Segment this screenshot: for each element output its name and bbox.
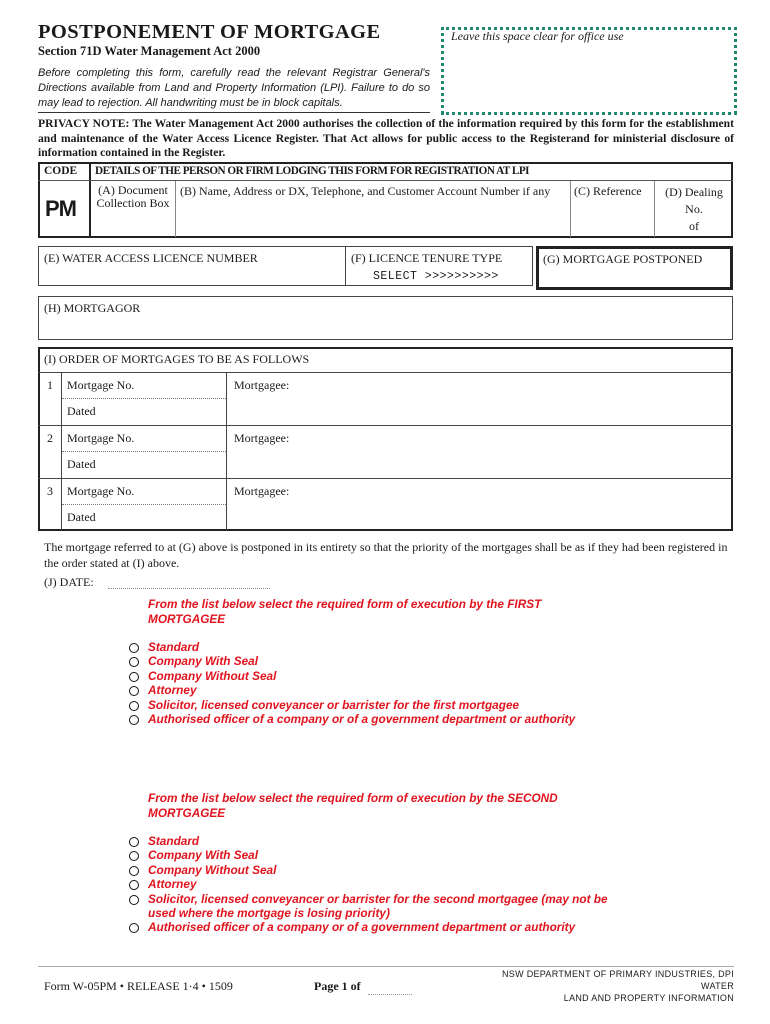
mortgage-no-field[interactable]: Mortgage No. <box>67 378 135 392</box>
second-execution-option[interactable]: Attorney <box>148 877 197 891</box>
mortgagee-field[interactable]: Mortgagee: <box>234 378 290 392</box>
first-execution-option[interactable]: Standard <box>148 640 200 654</box>
first-execution-option[interactable]: Company With Seal <box>148 654 259 668</box>
table-dotted-divider <box>62 451 226 452</box>
page-title: POSTPONEMENT OF MORTGAGE <box>38 21 381 43</box>
department-line-2: LAND AND PROPERTY INFORMATION <box>563 993 734 1003</box>
page-subtitle: Section 71D Water Management Act 2000 <box>38 44 261 58</box>
postponement-statement: The mortgage referred to at (G) above is postponed in its entirety so that the priority of the mortgages shall be as if they had been registered in the order stated at (I) above. <box>44 540 728 570</box>
mortgage-postponed-label <box>543 252 702 267</box>
lodging-heading: DETAILS OF THE PERSON OR FIRM LODGING THIS FORM FOR REGISTRATION AT LPI <box>95 165 530 177</box>
column-divider <box>654 181 655 237</box>
office-use-box-bottom <box>441 112 737 115</box>
table-row-divider <box>38 478 733 479</box>
first-execution-option[interactable]: Solicitor, licensed conveyancer or barrister for the first mortgagee <box>148 698 520 712</box>
table-row-divider <box>38 425 733 426</box>
table-row-number: 2 <box>47 431 53 445</box>
dealing-field[interactable] <box>656 184 732 235</box>
second-execution-option[interactable]: Standard <box>148 834 200 848</box>
radio-button[interactable] <box>129 866 139 876</box>
header-divider <box>38 112 430 113</box>
second-execution-option[interactable]: Company With Seal <box>148 848 259 862</box>
lodging-heading-divider <box>38 180 733 181</box>
mortgagor-field[interactable] <box>38 296 733 340</box>
date-input[interactable] <box>108 588 270 589</box>
radio-button[interactable] <box>129 657 139 667</box>
mortgage-order-heading: (I) ORDER OF MORTGAGES TO BE AS FOLLOWS <box>44 352 310 366</box>
column-divider <box>570 181 571 237</box>
lodger-details-field[interactable]: (B) Name, Address or DX, Telephone, and Customer Account Number if any <box>180 184 551 198</box>
dated-field[interactable]: Dated <box>67 510 96 524</box>
radio-button[interactable] <box>129 672 139 682</box>
table-mortgagee-column-divider <box>226 372 227 530</box>
licence-tenure-label: (F) LICENCE TENURE TYPE <box>351 251 503 265</box>
code-column-divider <box>89 162 91 238</box>
mortgage-no-field[interactable]: Mortgage No. <box>67 484 135 498</box>
form-code-badge: PM <box>45 196 76 221</box>
office-use-note: Leave this space clear for office use <box>451 29 624 43</box>
first-execution-option[interactable]: Attorney <box>148 683 197 697</box>
second-mortgagee-execution-heading: From the list below select the required form of execution by the SECOND MORTGAGEE <box>148 791 558 820</box>
licence-tenure-select[interactable]: SELECT >>>>>>>>>> <box>373 270 499 283</box>
date-label: (J) DATE: <box>44 575 94 589</box>
mortgagee-field[interactable]: Mortgagee: <box>234 431 290 445</box>
dealing-label: (D) Dealing <box>665 185 723 199</box>
first-execution-option[interactable]: Company Without Seal <box>148 669 277 683</box>
column-divider <box>175 181 176 237</box>
first-execution-option[interactable]: Authorised officer of a company or of a government department or authority <box>148 712 576 726</box>
radio-button[interactable] <box>129 895 139 905</box>
dated-field[interactable]: Dated <box>67 457 96 471</box>
department-info <box>480 968 734 1004</box>
mortgagee-field[interactable]: Mortgagee: <box>234 484 290 498</box>
radio-button[interactable] <box>129 851 139 861</box>
water-access-licence-label-text: (E) WATER ACCESS LICENCE NUMBER <box>44 251 258 265</box>
reference-field[interactable]: (C) Reference <box>574 184 642 198</box>
table-row-number: 1 <box>47 378 53 392</box>
radio-button[interactable] <box>129 837 139 847</box>
privacy-note: PRIVACY NOTE: The Water Management Act 2000 authorises the collection of the information required by this form for the establishment and maintenance of the Water Access Licence Register. That Act allows for public access to the Registerand for ministerial disclosure of information contained in the Register. <box>38 117 734 160</box>
second-execution-option[interactable]: Authorised officer of a company or of a government department or authority <box>148 920 576 934</box>
water-access-licence-label <box>44 251 258 266</box>
radio-button[interactable] <box>129 715 139 725</box>
page-number: Page 1 of <box>314 979 361 993</box>
mortgage-no-field[interactable]: Mortgage No. <box>67 431 135 445</box>
dated-field[interactable]: Dated <box>67 404 96 418</box>
radio-button[interactable] <box>129 880 139 890</box>
second-execution-option[interactable]: Solicitor, licensed conveyancer or barrister for the second mortgagee (may not be <box>148 892 608 906</box>
second-execution-option-continued: used where the mortgage is losing priority) <box>148 906 390 920</box>
second-execution-option[interactable]: Company Without Seal <box>148 863 277 877</box>
dealing-of-label: of <box>689 219 699 233</box>
code-label: CODE <box>44 165 78 177</box>
document-collection-box-field[interactable]: (A) Document Collection Box <box>96 183 170 210</box>
form-release-id: Form W-05PM • RELEASE 1·4 • 1509 <box>44 979 233 993</box>
table-row-number: 3 <box>47 484 53 498</box>
footer-divider <box>38 966 734 967</box>
dealing-no-label: No. <box>685 202 703 216</box>
table-dotted-divider <box>62 504 226 505</box>
table-heading-divider <box>38 372 733 373</box>
first-mortgagee-execution-heading: From the list below select the required form of execution by the FIRST MORTGAGEE <box>148 597 542 626</box>
mortgage-postponed-label-text: (G) MORTGAGE POSTPONED <box>543 252 703 266</box>
radio-button[interactable] <box>129 686 139 696</box>
radio-button[interactable] <box>129 643 139 653</box>
page-total-input[interactable] <box>368 994 412 995</box>
table-dotted-divider <box>62 398 226 399</box>
mortgagor-label: (H) MORTGAGOR <box>44 301 141 315</box>
radio-button[interactable] <box>129 923 139 933</box>
department-line-1: NSW DEPARTMENT OF PRIMARY INDUSTRIES, DPI WATER <box>502 969 734 991</box>
intro-text: Before completing this form, carefully read the relevant Registrar General's Directions available from Land and Property Information (LPI). Failure to do so may lead to rejection. All handwriting must be in block capitals. <box>38 67 430 109</box>
radio-button[interactable] <box>129 701 139 711</box>
